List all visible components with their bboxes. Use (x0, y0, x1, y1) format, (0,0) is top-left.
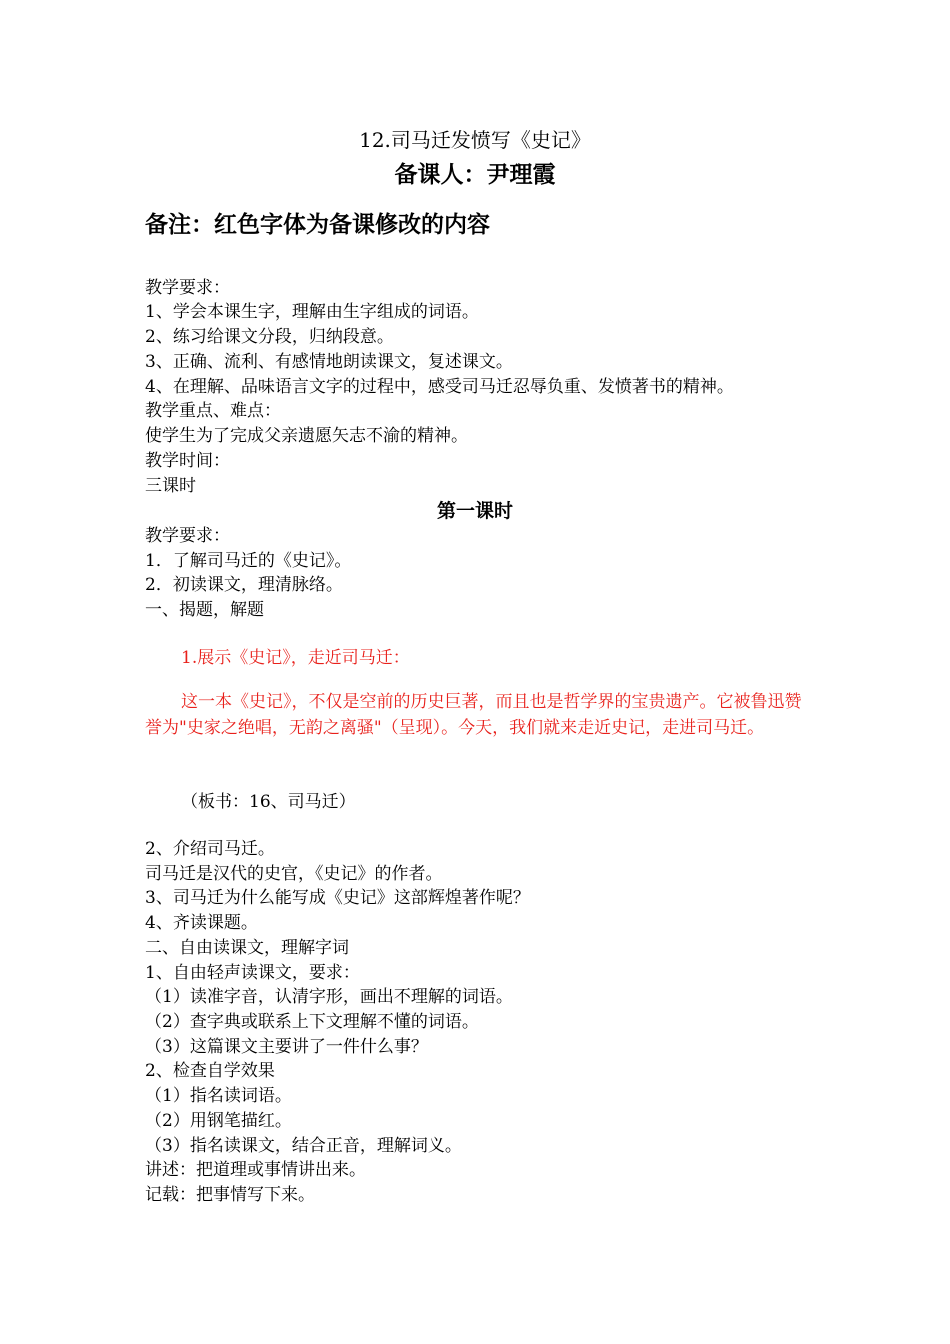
lesson-title: 12.司马迁发愤写《史记》 (359, 128, 591, 152)
author-line: 备课人：尹理霞 (394, 161, 556, 188)
time-text: 三课时 (145, 476, 196, 496)
rest-line-9: （3）这篇课文主要讲了一件什么事？ (145, 1037, 428, 1057)
rest-line-2: 司马迁是汉代的史官，《史记》的作者。 (145, 864, 443, 884)
req-item-1: 1、学会本课生字，理解由生字组成的词语。 (145, 302, 479, 322)
rest-line-4: 4、齐读课题。 (145, 913, 258, 933)
req-heading: 教学要求： (145, 278, 230, 298)
red-step: 1.展示《史记》，走近司马迁： (181, 648, 410, 668)
rest-line-6: 1、自由轻声读课文，要求： (145, 963, 360, 983)
req-item-3: 3、正确、流利、有感情地朗读课文，复述课文。 (145, 352, 513, 372)
rest-line-3: 3、司马迁为什么能写成《史记》这部辉煌著作呢？ (145, 888, 530, 908)
rest-line-5: 二、自由读课文，理解字词 (145, 938, 349, 958)
rest-line-12: （2）用钢笔描红。 (145, 1111, 292, 1131)
rest-line-14: 讲述：把道理或事情讲出来。 (145, 1160, 366, 1180)
part1-heading: 一、揭题，解题 (145, 600, 264, 620)
focus-heading: 教学重点、难点： (145, 401, 281, 421)
req-item-2: 2、练习给课文分段，归纳段意。 (145, 327, 394, 347)
red-paragraph (145, 689, 810, 741)
focus-text: 使学生为了完成父亲遗愿矢志不渝的精神。 (145, 426, 468, 446)
rest-line-8: （2）查字典或联系上下文理解不懂的词语。 (145, 1012, 479, 1032)
rest-line-15: 记载：把事情写下来。 (145, 1185, 315, 1205)
rest-line-13: （3）指名读课文，结合正音，理解词义。 (145, 1136, 462, 1156)
s1-req-heading: 教学要求： (145, 526, 230, 546)
note-line: 备注：红色字体为备课修改的内容 (145, 211, 490, 238)
red-paragraph-text: 这一本《史记》，不仅是空前的历史巨著，而且也是哲学界的宝贵遗产。它被鲁迅赞誉为"史家之绝唱，无韵之离骚"（呈现）。今天，我们就来走近史记，走进司马迁。 (145, 692, 802, 738)
rest-line-1: 2、介绍司马迁。 (145, 839, 275, 859)
rest-line-11: （1）指名读词语。 (145, 1086, 292, 1106)
section-title: 第一课时 (436, 500, 513, 522)
rest-line-7: （1）读准字音，认清字形，画出不理解的词语。 (145, 987, 513, 1007)
rest-line-10: 2、检查自学效果 (145, 1061, 275, 1081)
s1-req-item-2: 2．初读课文，理清脉络。 (145, 575, 343, 595)
s1-req-item-1: 1．了解司马迁的《史记》。 (145, 551, 352, 571)
req-item-4: 4、在理解、品味语言文字的过程中，感受司马迁忍辱负重、发愤著书的精神。 (145, 377, 734, 397)
board-note: （板书：16、司马迁） (181, 792, 356, 812)
time-heading: 教学时间： (145, 451, 230, 471)
